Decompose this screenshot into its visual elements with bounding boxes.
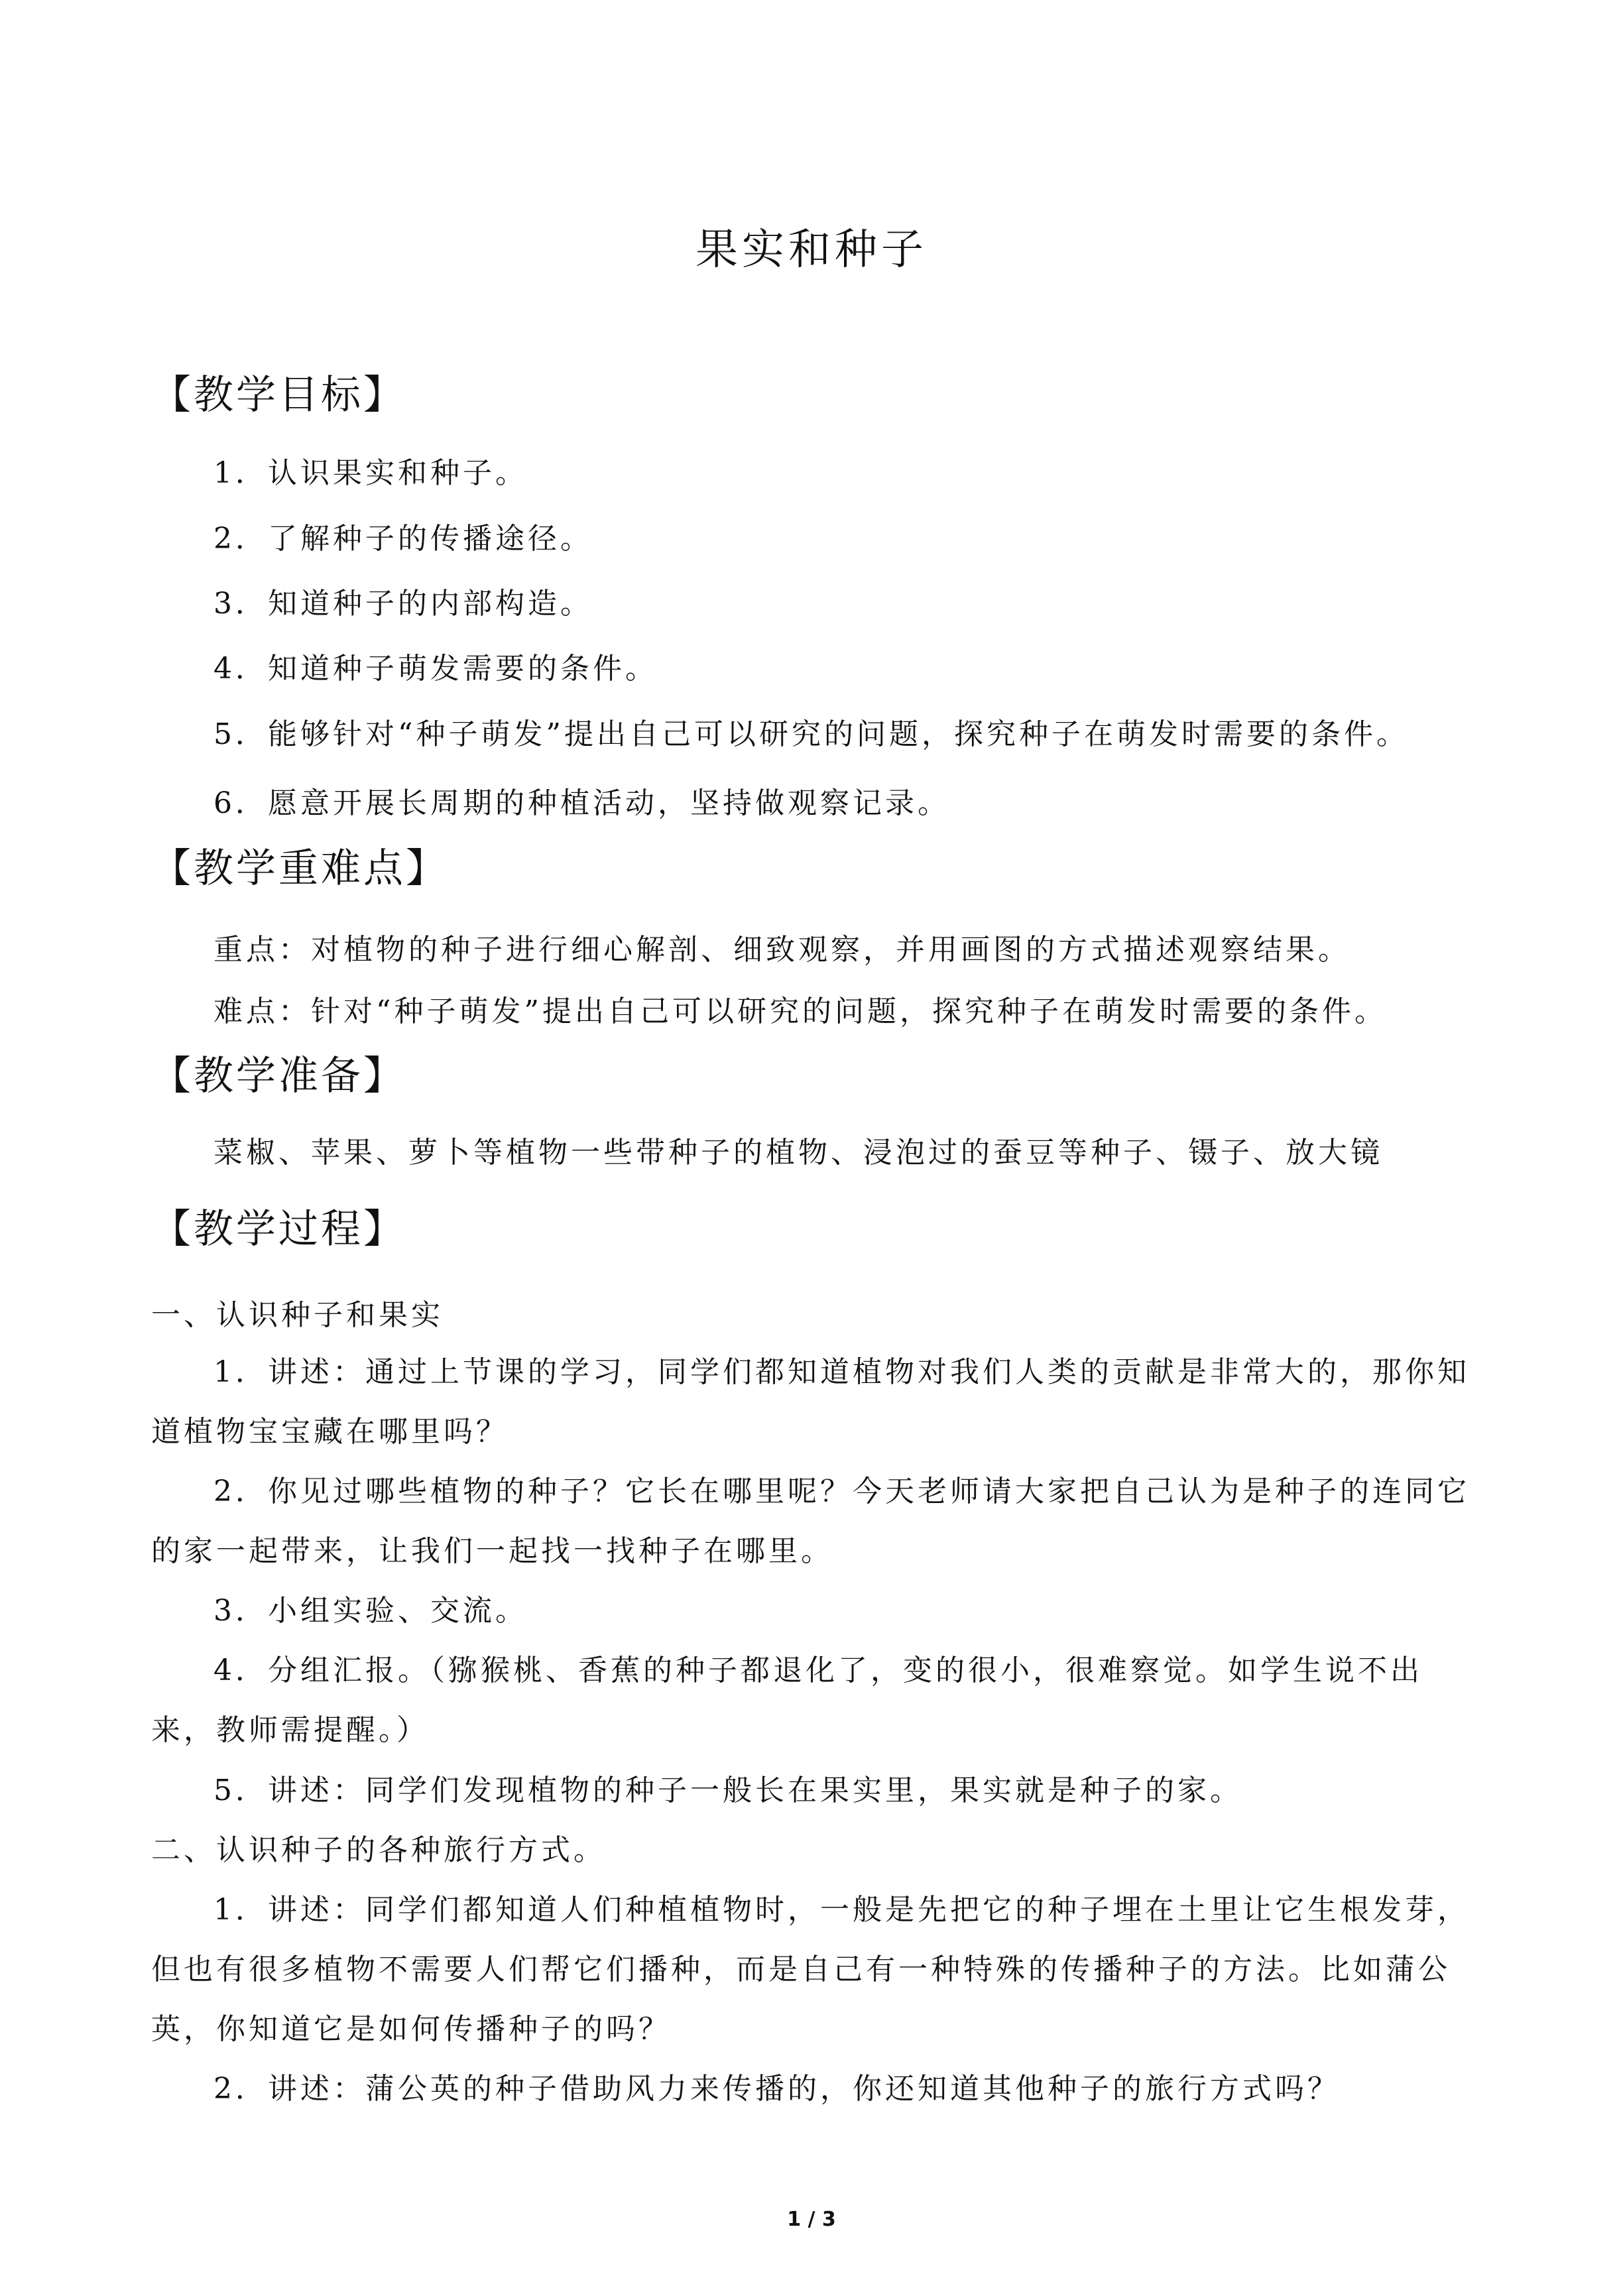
preparation-heading: 【教学准备】 xyxy=(151,1053,406,1099)
s1-paragraph-3: 3．小组实验、交流。 xyxy=(213,1594,528,1628)
s1-paragraph-1-line-2: 道植物宝宝藏在哪里吗？ xyxy=(151,1415,509,1449)
s2-paragraph-1-line-2: 但也有很多植物不需要人们帮它们播种，而是自己有一种特殊的传播种子的方法。比如蒲公 xyxy=(151,1953,1451,1986)
preparation-text: 菜椒、苹果、萝卜等植物一些带种子的植物、浸泡过的蚕豆等种子、镊子、放大镜 xyxy=(213,1136,1383,1170)
s1-paragraph-4-line-2: 来，教师需提醒。） xyxy=(151,1713,429,1747)
goal-item-5: 5．能够针对“种子萌发”提出自己可以研究的问题，探究种子在萌发时需要的条件。 xyxy=(213,717,1409,751)
goals-heading: 【教学目标】 xyxy=(151,372,406,418)
s2-paragraph-1-line-3: 英，你知道它是如何传播种子的吗？ xyxy=(151,2012,671,2046)
goal-item-4: 4．知道种子萌发需要的条件。 xyxy=(213,652,658,686)
goal-item-6: 6．愿意开展长周期的种植活动，坚持做观察记录。 xyxy=(213,786,950,820)
s1-paragraph-2-line-1: 2．你见过哪些植物的种子？它长在哪里呢？今天老师请大家把自己认为是种子的连同它 xyxy=(213,1475,1470,1508)
s2-paragraph-1-line-1: 1．讲述：同学们都知道人们种植植物时，一般是先把它的种子埋在土里让它生根发芽， xyxy=(213,1893,1470,1927)
page-number: 1 / 3 xyxy=(787,2208,836,2231)
key-points-heading: 【教学重难点】 xyxy=(151,845,448,892)
difficult-point: 难点：针对“种子萌发”提出自己可以研究的问题，探究种子在萌发时需要的条件。 xyxy=(213,995,1387,1028)
key-point: 重点：对植物的种子进行细心解剖、细致观察，并用画图的方式描述观察结果。 xyxy=(213,933,1351,967)
s1-paragraph-2-line-2: 的家一起带来，让我们一起找一找种子在哪里。 xyxy=(151,1534,833,1568)
document-title: 果实和种子 xyxy=(695,225,928,274)
goal-item-2: 2．了解种子的传播途径。 xyxy=(213,522,593,556)
s1-paragraph-1-line-1: 1．讲述：通过上节课的学习，同学们都知道植物对我们人类的贡献是非常大的，那你知 xyxy=(213,1355,1470,1389)
goal-item-3: 3．知道种子的内部构造。 xyxy=(213,587,593,621)
s1-paragraph-5: 5．讲述：同学们发现植物的种子一般长在果实里，果实就是种子的家。 xyxy=(213,1774,1242,1807)
goal-item-1: 1．认识果实和种子。 xyxy=(213,456,528,490)
process-heading: 【教学过程】 xyxy=(151,1206,406,1252)
section-1-title: 一、认识种子和果实 xyxy=(151,1298,444,1332)
section-2-title: 二、认识种子的各种旅行方式。 xyxy=(151,1833,606,1867)
s2-paragraph-2: 2．讲述：蒲公英的种子借助风力来传播的，你还知道其他种子的旅行方式吗？ xyxy=(213,2072,1340,2106)
s1-paragraph-4-line-1: 4．分组汇报。（猕猴桃、香蕉的种子都退化了，变的很小，很难察觉。如学生说不出 xyxy=(213,1654,1423,1687)
